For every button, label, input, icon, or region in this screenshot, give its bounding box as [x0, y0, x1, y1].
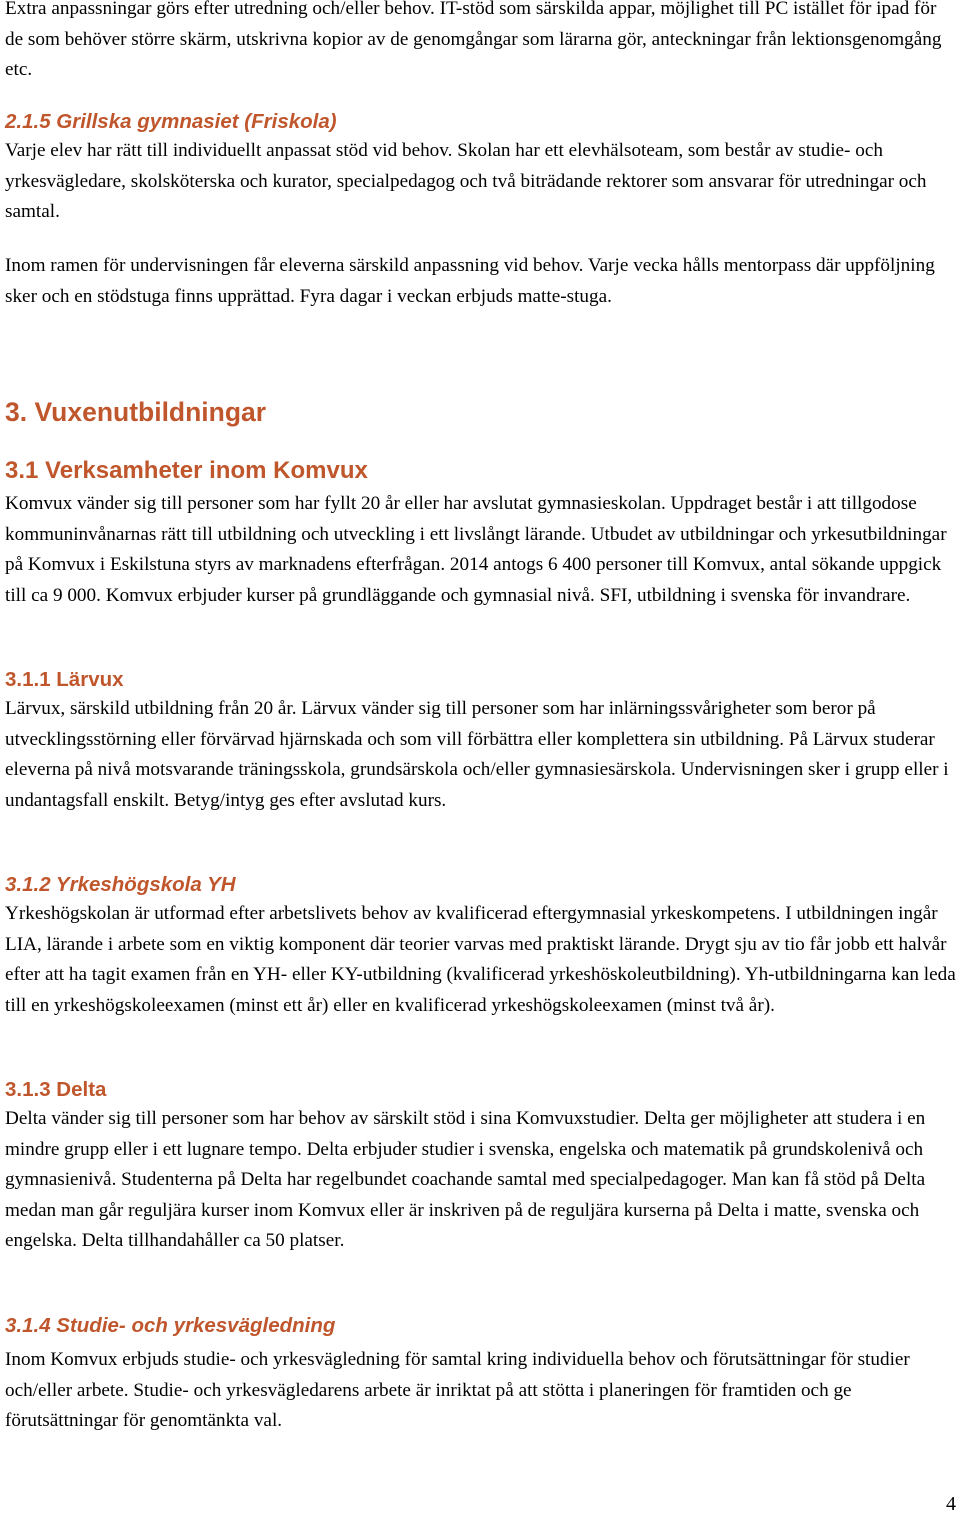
section-2-1-5-paragraph-1: Varje elev har rätt till individuellt anpassat stöd vid behov. Skolan har ett elevhälsoteam, som består av studie- och yrkesvägledare, skolsköterska och kurator, specialpedagog och två biträdande rektorer som ansvarar för utredningar och samtal.	[5, 140, 927, 222]
section-heading-2-1-5: 2.1.5 Grillska gymnasiet (Friskola)	[5, 110, 337, 133]
section-3-1-3-paragraph: Delta vänder sig till personer som har behov av särskilt stöd i sina Komvuxstudier. Delta ger möjligheter att studera i en mindre grupp eller i ett lugnare tempo. Delta erbjuder studier i svenska, engelska och matematik på grundskolenivå och gymnasienivå. Studenterna på Delta har regelbundet coachande samtal med specialpedagoger. Man kan få stöd på Delta medan man går reguljära kurser inom Komvux eller är inskriven på de reguljära kurserna på Delta i matte, svenska och engelska. Delta tillhandahåller ca 50 platser.	[5, 1108, 926, 1251]
section-2-1-5-paragraph-2: Inom ramen för undervisningen får eleverna särskild anpassning vid behov. Varje vecka hålls mentorpass där uppföljning sker och en stödstuga finns upprättad. Fyra dagar i veckan erbjuds matte-stuga.	[5, 255, 935, 307]
page-number: 4	[946, 1493, 956, 1515]
section-heading-3-1-2: 3.1.2 Yrkeshögskola YH	[5, 873, 236, 896]
section-heading-3-1-3: 3.1.3 Delta	[5, 1078, 107, 1101]
section-heading-3-1: 3.1 Verksamheter inom Komvux	[5, 457, 368, 484]
section-3-1-2-paragraph: Yrkeshögskolan är utformad efter arbetslivets behov av kvalificerad eftergymnasial yrkeskompetens. I utbildningen ingår LIA, lärande i arbete som en viktig komponent där teorier varvas med praktiskt lärande. Drygt sju av tio får jobb ett halvår efter att ha tagit examen från en YH- eller KY-utbildning (kvalificerad yrkeshöskoleutbildning). Yh-utbildningarna kan leda till en yrkeshögskoleexamen (minst ett år) eller en kvalificerad yrkeshögskoleexamen (minst två år).	[5, 903, 956, 1016]
intro-paragraph: Extra anpassningar görs efter utredning och/eller behov. IT-stöd som särskilda appar, möjlighet till PC istället för ipad för de som behöver större skärm, utskrivna kopior av de genomgångar som lärarna gör, anteckningar från lektionsgenomgång etc.	[5, 0, 942, 80]
section-heading-3-1-4: 3.1.4 Studie- och yrkesvägledning	[5, 1314, 336, 1337]
section-3-1-4-paragraph: Inom Komvux erbjuds studie- och yrkesvägledning för samtal kring individuella behov och förutsättningar för studier och/eller arbete. Studie- och yrkesvägledarens arbete är inriktat på att stötta i planeringen för framtiden och ge förutsättningar för genomtänkta val.	[5, 1349, 910, 1431]
section-3-1-paragraph: Komvux vänder sig till personer som har fyllt 20 år eller har avslutat gymnasieskolan. Uppdraget består i att tillgodose kommuninvånarnas rätt till utbildning och utveckling i ett livslångt lärande. Utbudet av utbildningar och yrkesutbildningar på Komvux i Eskilstuna styrs av marknadens efterfrågan. 2014 antogs 6 400 personer till Komvux, antal sökande uppgick till ca 9 000. Komvux erbjuder kurser på grundläggande och gymnasial nivå. SFI, utbildning i svenska för invandrare.	[5, 493, 947, 606]
section-heading-3-1-1: 3.1.1 Lärvux	[5, 668, 124, 691]
section-heading-3: 3. Vuxenutbildningar	[5, 397, 267, 427]
section-3-1-1-paragraph: Lärvux, särskild utbildning från 20 år. Lärvux vänder sig till personer som har inlärningssvårigheter som beror på utvecklingsstörning eller förvärvad hjärnskada och som vill förbättra eller komplettera sin utbildning. På Lärvux studerar eleverna på nivå motsvarande träningsskola, grundsärskola och/eller gymnasiesärskola. Undervisningen sker i grupp eller i undantagsfall enskilt. Betyg/intyg ges efter avslutad kurs.	[5, 698, 949, 811]
